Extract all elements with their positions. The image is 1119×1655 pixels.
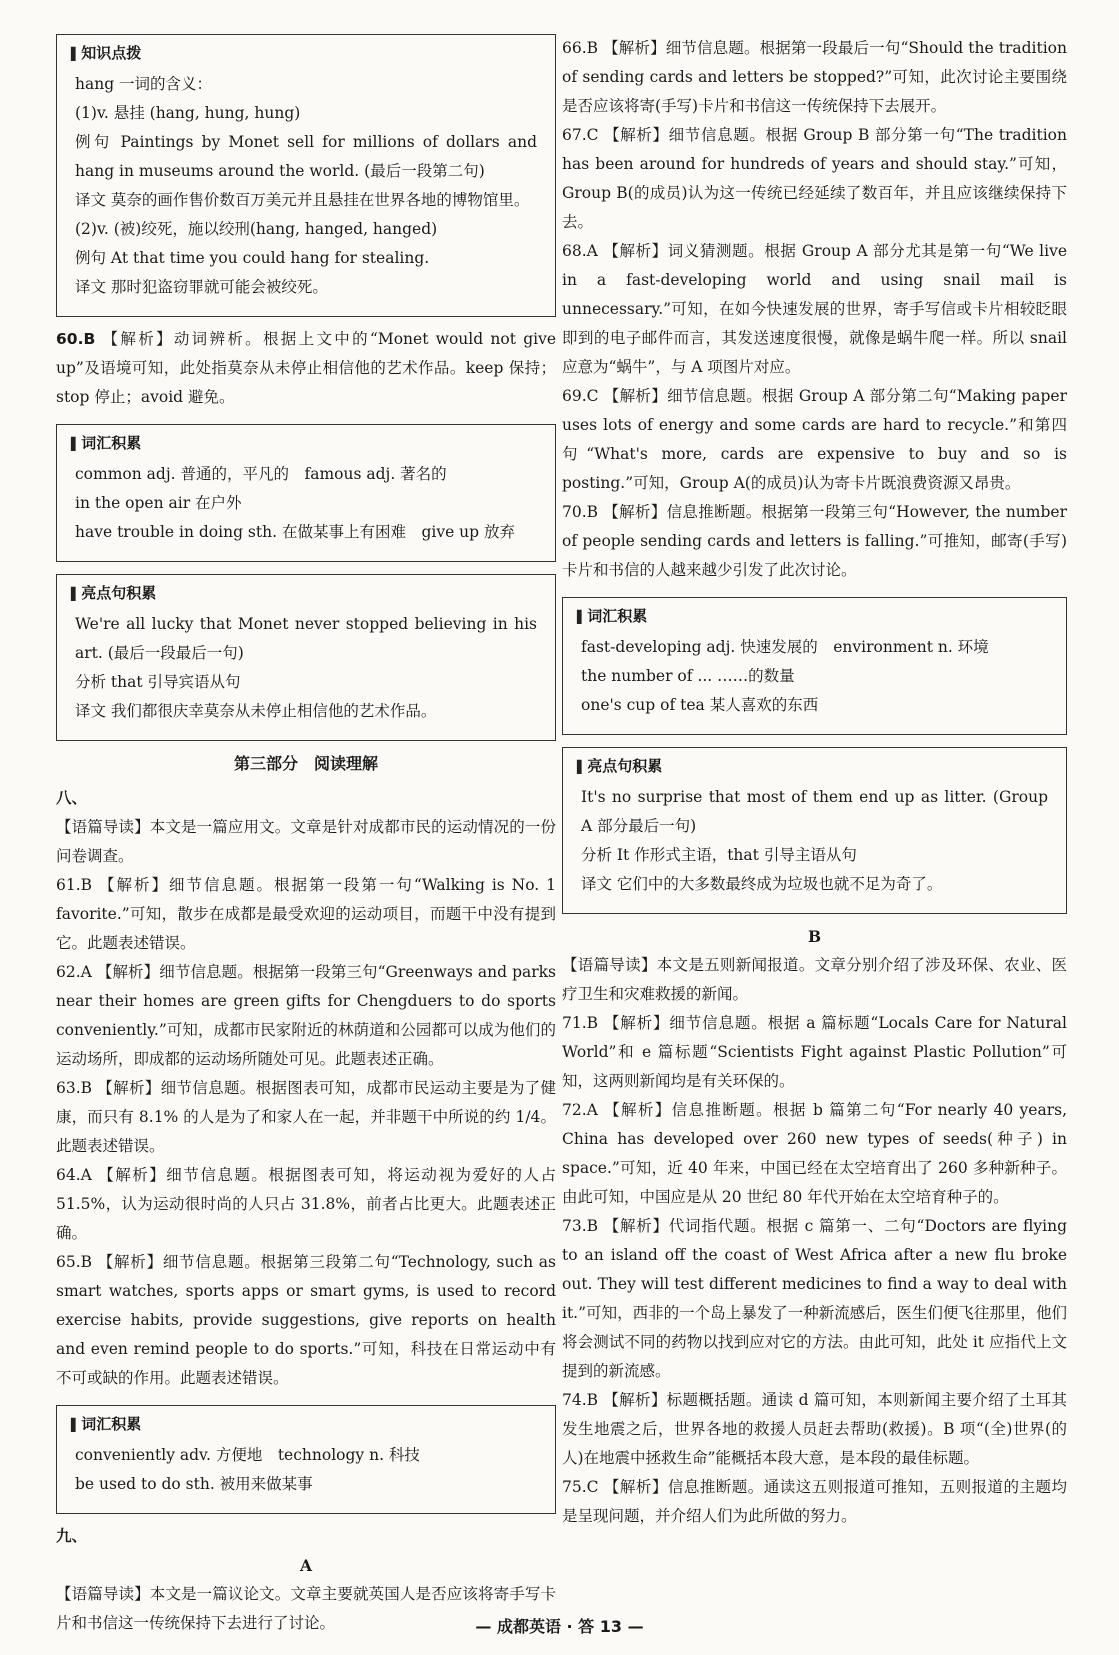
box-line: 分析 that 引导宾语从句 (75, 673, 241, 691)
highlight-sentence-box (56, 574, 556, 741)
answer-64: 64.A 【解析】细节信息题。根据图表可知，将运动视为爱好的人占 51.5%，认为运动很时尚的人只占 31.8%，前者占比更大。此题表述正确。 (56, 1166, 556, 1242)
answer-70: 70.B 【解析】信息推断题。根据第一段第三句“However, the number of people sending cards and letters is falling.”可推知，邮寄(手写)卡片和书信的人越来越少引发了此次讨论。 (562, 503, 1067, 579)
box-line: have trouble in doing sth. 在做某事上有困难 give up 放弃 (75, 523, 516, 541)
box-line: one's cup of tea 某人喜欢的东西 (581, 696, 819, 714)
answer-72: 72.A 【解析】信息推断题。根据 b 篇第二句“For nearly 40 years, China has developed over 260 new types of seeds(种子) in space.”可知，近 40 年来，中国已经在太空培育出了 260 多种新种子。由此可知，中国应是从 20 世纪 80 年代开始在太空培育种子的。 (562, 1101, 1067, 1206)
answer-66: 66.B 【解析】细节信息题。根据第一段最后一句“Should the tradition of sending cards and letters be stopped?”可知，此次讨论主要围绕是否应该将寄(手写)卡片和书信这一传统保持下去展开。 (562, 39, 1067, 115)
part-label: A (299, 1556, 313, 1575)
box-line: conveniently adv. 方便地 technology n. 科技 (75, 1446, 420, 1464)
reading-guide: 【语篇导读】本文是五则新闻报道。文章分别介绍了涉及环保、农业、医疗卫生和灾难救援的新闻。 (562, 956, 1067, 1003)
box-title: ▌ 知识点拨 (67, 42, 145, 65)
vocab-box (56, 424, 556, 562)
box-line: 译文 那时犯盗窃罪就可能会被绞死。 (75, 278, 328, 296)
box-line: 例句 At that time you could hang for stealing. (75, 249, 430, 267)
box-line: 分析 It 作形式主语，that 引导主语从句 (581, 846, 857, 864)
box-title: ▌ 词汇积累 (573, 605, 651, 628)
reading-guide: 【语篇导读】本文是一篇应用文。文章是针对成都市民的运动情况的一份问卷调查。 (56, 818, 556, 865)
section-number: 八、 (56, 789, 88, 807)
answer-60 (56, 325, 556, 412)
part-label: B (807, 927, 822, 946)
knowledge-box (56, 34, 556, 317)
box-title: ▌ 词汇积累 (67, 432, 145, 455)
answer-73: 73.B 【解析】代词指代题。根据 c 篇第一、二句“Doctors are flying to an island off the coast of West Africa after a new flu broke out. They will test different medicines to find a way to deal with it.”可知，西非的一个岛上暴发了一种新流感后，医生们便飞往那里，他们将会测试不同的药物以找到应对它的方法。由此可知，此处 it 应指代上文提到的新流感。 (562, 1217, 1067, 1380)
vocab-box (56, 1405, 556, 1514)
box-line: 例句 Paintings by Monet sell for millions of dollars and hang in museums around the world. (最后一段第二句) (75, 133, 537, 180)
vocab-box (562, 597, 1067, 735)
box-line: 译文 它们中的大多数最终成为垃圾也就不足为奇了。 (581, 875, 943, 893)
answer-67: 67.C 【解析】细节信息题。根据 Group B 部分第一句“The tradition has been around for hundreds of years and should stay.”可知，Group B(的成员)认为这一传统已经延续了数百年，并且应该继续保持下去。 (562, 126, 1067, 231)
box-line: hang 一词的含义： (75, 75, 213, 93)
page-footer: — 成都英语 · 答 13 — (475, 1617, 644, 1636)
answer-61: 61.B 【解析】细节信息题。根据第一段第一句“Walking is No. 1 favorite.”可知，散步在成都是最受欢迎的运动项目，而题干中没有提到它。此题表述错误。 (56, 876, 556, 952)
box-line: (1)v. 悬挂 (hang, hung, hung) (75, 104, 301, 122)
answer-65: 65.B 【解析】细节信息题。根据第三段第二句“Technology, such as smart watches, sports apps or smart gyms, is used to record exercise habits, provide suggestions, give reports on health and even remind people to do sports.”可知，科技在日常运动中有不可或缺的作用。此题表述错误。 (56, 1253, 556, 1387)
answer-63: 63.B 【解析】细节信息题。根据图表可知，成都市民运动主要是为了健康，而只有 8.1% 的人是为了和家人在一起，并非题干中所说的约 1/4。此题表述错误。 (56, 1079, 556, 1155)
answer-74: 74.B 【解析】标题概括题。通读 d 篇可知，本则新闻主要介绍了土耳其发生地震之后，世界各地的救援人员赶去帮助(救援)。B 项“(全)世界(的人)在地震中拯救生命”能概括本段大意，是本段的最佳标题。 (562, 1391, 1067, 1467)
section-number: 九、 (56, 1527, 88, 1545)
answer-69: 69.C 【解析】细节信息题。根据 Group A 部分第二句“Making paper uses lots of energy and some cards are hard to recycle.”和第四句“What's more, cards are expensive to buy and so is posting.”可知，Group A(的成员)认为寄卡片既浪费资源又昂贵。 (562, 387, 1067, 492)
box-line: 译文 我们都很庆幸莫奈从未停止相信他的艺术作品。 (75, 702, 437, 720)
box-line: the number of ... ……的数量 (581, 667, 795, 685)
answer-number: 60.B (56, 330, 96, 348)
box-line: (2)v. (被)绞死，施以绞刑(hang, hanged, hanged) (75, 220, 438, 238)
box-line: We're all lucky that Monet never stopped believing in his art. (最后一段最后一句) (75, 615, 537, 662)
box-title: ▌ 亮点句积累 (573, 755, 666, 778)
answer-68: 68.A 【解析】词义猜测题。根据 Group A 部分尤其是第一句“We live in a fast-developing world and using snail mail is unnecessary.”可知，在如今快速发展的世界，寄手写信或卡片相较眨眼即到的电子邮件而言，其发送速度很慢，就像是蜗牛爬一样。所以 snail 应意为“蜗牛”，与 A 项图片对应。 (562, 242, 1067, 376)
answer-71: 71.B 【解析】细节信息题。根据 a 篇标题“Locals Care for Natural World”和 e 篇标题“Scientists Fight against Plastic Pollution”可知，这两则新闻均是有关环保的。 (562, 1014, 1067, 1090)
box-line: in the open air 在户外 (75, 494, 242, 512)
right-column (562, 34, 1067, 1531)
box-line: It's no surprise that most of them end up as litter. (Group A 部分最后一句) (581, 788, 1048, 835)
answer-75: 75.C 【解析】信息推断题。通读这五则报道可推知，五则报道的主题均是呈现问题，并介绍人们为此所做的努力。 (562, 1478, 1067, 1525)
box-line: 译文 莫奈的画作售价数百万美元并且悬挂在世界各地的博物馆里。 (75, 191, 530, 209)
answer-text: 【解析】动词辨析。根据上文中的“Monet would not give up”及语境可知，此处指莫奈从未停止相信他的艺术作品。keep 保持；stop 停止；avoid 避免。 (56, 330, 557, 406)
left-column (56, 34, 556, 1638)
box-title: ▌ 亮点句积累 (67, 582, 160, 605)
box-title: ▌ 词汇积累 (67, 1413, 145, 1436)
box-line: fast-developing adj. 快速发展的 environment n. 环境 (581, 638, 989, 656)
answer-62: 62.A 【解析】细节信息题。根据第一段第三句“Greenways and parks near their homes are green gifts for Chengduers to do sports conveniently.”可知，成都市民家附近的林荫道和公园都可以成为他们的运动场所，即成都的运动场所随处可见。此题表述正确。 (56, 963, 556, 1068)
part-heading: 第三部分 阅读理解 (233, 754, 378, 773)
box-line: be used to do sth. 被用来做某事 (75, 1475, 313, 1493)
reading-guide: 【语篇导读】本文是一篇议论文。文章主要就英国人是否应该将寄手写卡片和书信这一传统保持下去进行了讨论。 (56, 1585, 556, 1632)
highlight-sentence-box (562, 747, 1067, 914)
box-line: common adj. 普通的，平凡的 famous adj. 著名的 (75, 465, 447, 483)
